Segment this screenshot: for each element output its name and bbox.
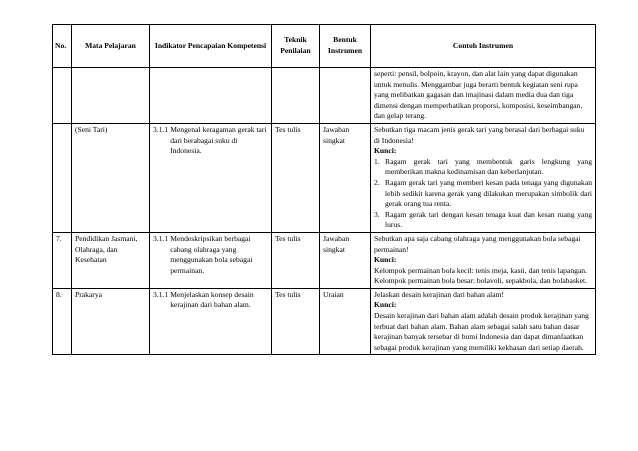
cell-empty xyxy=(150,68,272,124)
header-technique: Teknik Penilaian xyxy=(272,25,320,68)
header-indicator: Indikator Pencapaian Kompetensi xyxy=(150,25,272,68)
table-row xyxy=(53,123,596,232)
indicator-cell xyxy=(150,123,272,232)
cell-empty xyxy=(320,68,371,124)
header-example: Contoh Instrumen xyxy=(371,25,596,68)
cell-empty xyxy=(272,68,320,124)
technique-cell: Tes tulis xyxy=(272,288,320,355)
row-number: 8. xyxy=(53,288,72,355)
subject-cell: Prakarya xyxy=(72,288,150,355)
table-row xyxy=(53,288,596,355)
subject-cell: (Seni Tari) xyxy=(72,123,150,232)
row-number xyxy=(53,123,72,232)
header-subject: Mata Pelajaran xyxy=(72,25,150,68)
indicator-cell xyxy=(150,232,272,288)
header-no: No. xyxy=(53,25,72,68)
table-header-row xyxy=(53,25,596,68)
list-item: 3. Ragam gerak tari dengan kesan tenaga kuat dan kesan ruang yang lurus. xyxy=(374,209,592,230)
cell-empty xyxy=(72,68,150,124)
answer-list xyxy=(374,157,592,231)
indicator-number: 3.1.1 xyxy=(153,124,169,134)
form-cell: Jawaban singkat xyxy=(320,232,371,288)
key-label: Kunci: xyxy=(374,300,397,310)
header-form: Bentuk Instrumen xyxy=(320,25,371,68)
key-line: Kelompok permainan bola besar: bolavoli, sepakbola, dan bolabasket. xyxy=(374,276,587,286)
key-line: Desain kerajinan dari bahan alam adalah desain produk kerajinan yang terbuat dari bahan alam. Bahan alam sebagai salah satu bahan dasar kerajinan banyak tersebar di bumi Indonesia dan dapat dimanfaatkan sebagai produk kerajinan yang memiliki kekhasan dari setiap daerah. xyxy=(374,311,589,352)
subject-cell: Pendidikan Jasmani, Olahraga, dan Kesehatan xyxy=(72,232,150,288)
example-cell xyxy=(371,123,596,232)
key-label: Kunci: xyxy=(374,146,397,156)
cell-empty xyxy=(53,68,72,124)
key-line: Kelompok permainan bola kecil: tenis meja, kasti, dan tenis lapangan. xyxy=(374,265,587,275)
continuation-text: seperti: pensil, bolpoin, krayon, dan alat lain yang dapat digunakan untuk menulis. Menggambar juga berarti bentuk kegiatan seni rupa yang melibatkan gagasan dan imajinasi dalam media dua dan tiga dimensi dengan memperhatikan proporsi, komposisi, keseimbangan, dan gelap terang. xyxy=(371,68,596,124)
technique-cell: Tes tulis xyxy=(272,123,320,232)
indicator-text: Mengenal keragaman gerak tari dari berabagai suku di Indonesia. xyxy=(170,124,267,156)
form-cell: Uraian xyxy=(320,288,371,355)
row-number: 7. xyxy=(53,232,72,288)
indicator-number: 3.1.1 xyxy=(153,289,169,299)
indicator-text: Mendeskripsikan berbagai cabang olahraga yang menggunakan bola sebagai permainan. xyxy=(170,233,253,275)
table-row-continuation xyxy=(53,68,596,124)
instrument-table xyxy=(52,24,596,355)
table-row xyxy=(53,232,596,288)
question-text: Sebutkan apa saja cabang olahraga yang menggunakan bola sebagai permainan! xyxy=(374,233,581,254)
example-cell xyxy=(371,232,596,288)
example-cell xyxy=(371,288,596,355)
indicator-number: 3.1.1 xyxy=(153,233,169,243)
form-cell: Jawaban singkat xyxy=(320,123,371,232)
question-text: Sebutkan tiga macam jenis gerak tari yang berasal dari berbagai suku di Indonesia! xyxy=(374,124,585,145)
list-item: 2. Ragam gerak tari yang memberi kesan pada tenaga yang digunakan lebih sedikit karena gerak yang dilakukan merupakan simbolik dari gerak orang tua renta. xyxy=(374,177,592,209)
list-item: 1. Ragam gerak tari yang membentuk garis lengkung yang memberikan makna kedinamisan dan keberlanjutan. xyxy=(374,156,592,177)
key-label: Kunci: xyxy=(374,255,397,265)
technique-cell: Tes tulis xyxy=(272,232,320,288)
indicator-cell xyxy=(150,288,272,355)
question-text: Jelaskan desain kerajinan dari bahan alam! xyxy=(374,289,505,299)
indicator-text: Menjelaskan konsep desain kerajinan dari bahan alam. xyxy=(170,289,254,310)
